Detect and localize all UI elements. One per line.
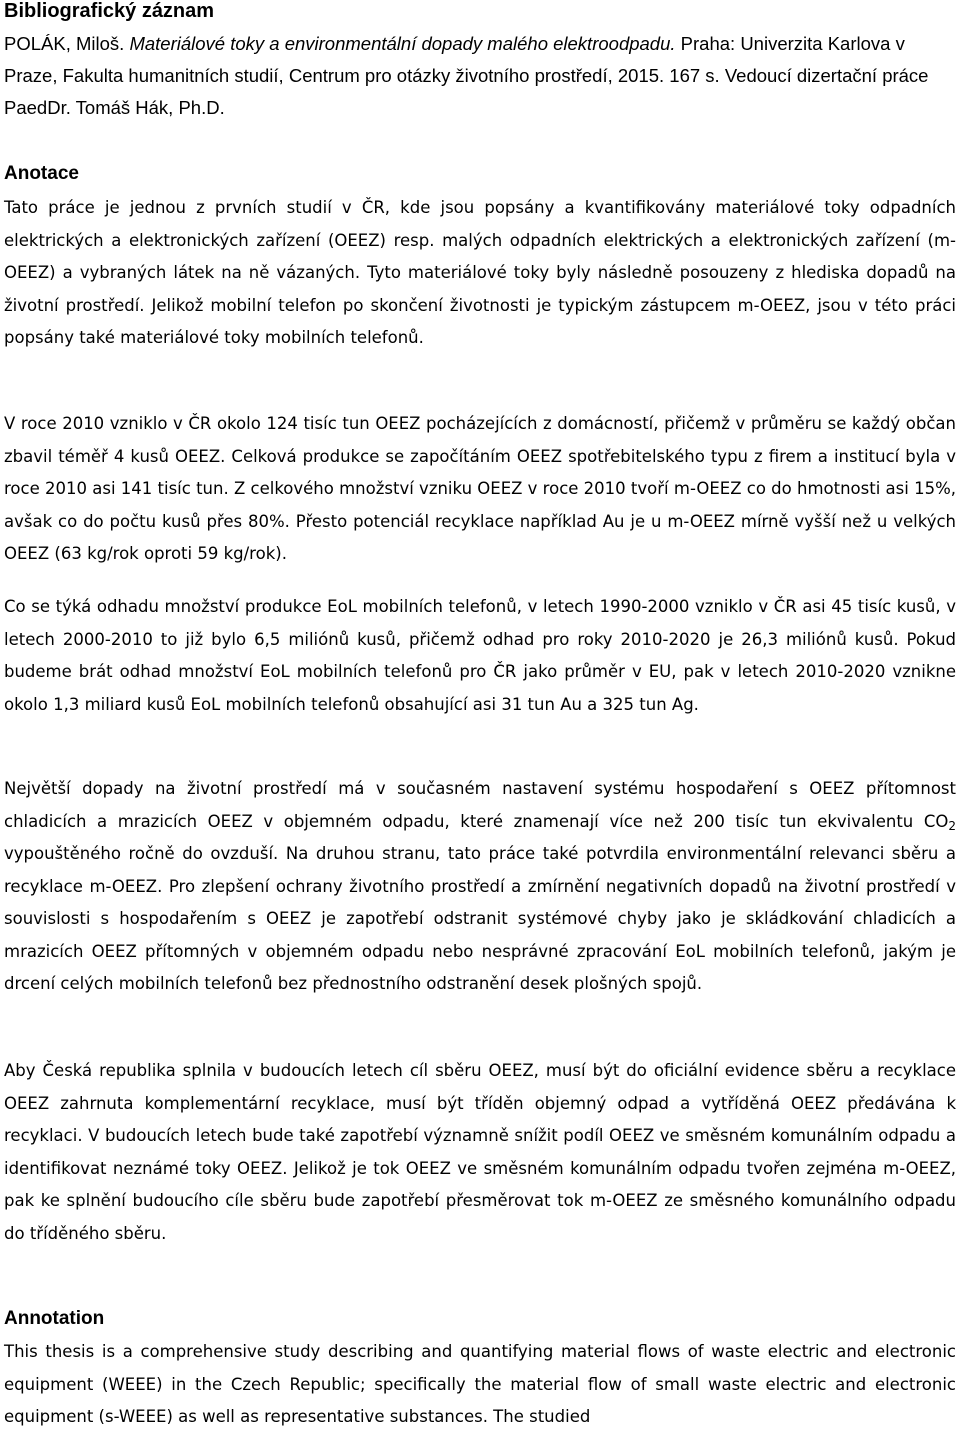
citation-details: Praha: Univerzita Karlova v Praze, Fakulta humanitních studií, Centrum pro otázky životního prostředí, 2015. 167 s. Vedoucí dizertační práce PaedDr. Tomáš Hák, Ph.D. xyxy=(4,33,929,118)
section-title-anotace: Anotace xyxy=(4,163,79,184)
anotace-paragraph-5: Aby Česká republika splnila v budoucích letech cíl sběru OEEZ, musí být do oficiální evidence sběru a recyklace OEEZ zahrnuta komplementární recyklace, musí být tříděn objemný odpad a vytříděná OEEZ předávána k recyklaci. V budoucích letech bude také zapotřebí významně snížit podíl OEEZ ve směsném komunálním odpadu a identifikovat neznámé toky OEEZ. Jelikož je tok OEEZ ve směsném komunálním odpadu tvořen zejména m-OEEZ, pak ke splnění budoucího cíle sběru bude zapotřebí přesměrovat tok m-OEEZ ze směsného komunálního odpadu do tříděného sběru. xyxy=(4,1061,956,1243)
anotace-paragraph-2: V roce 2010 vzniklo v ČR okolo 124 tisíc tun OEEZ pocházejících z domácností, přičemž v průměru se každý občan zbavil téměř 4 kusů OEEZ. Celková produkce se započítáním OEEZ spotřebitelského typu z firem a institucí byla v roce 2010 asi 141 tisíc tun. Z celkového množství vzniku OEEZ v roce 2010 tvoří m-OEEZ co do hmotnosti asi 15%, avšak co do počtu kusů přes 80%. Přesto potenciál recyklace například Au je u m-OEEZ mírně vyšší než u velkých OEEZ (63 kg/rok oproti 59 kg/rok). xyxy=(4,414,956,563)
citation-title: Materiálové toky a environmentální dopady malého elektroodpadu. xyxy=(129,33,676,54)
section-title-annotation: Annotation xyxy=(4,1308,105,1329)
anotace-paragraph-3: Co se týká odhadu množství produkce EoL mobilních telefonů, v letech 1990-2000 vzniklo v ČR asi 45 tisíc kusů, v letech 2000-2010 to již bylo 6,5 miliónů kusů, přičemž odhad pro roky 2010-2020 je 26,3 miliónů kusů. Pokud budeme brát odhad množství EoL mobilních telefonů pro ČR jako průměr v EU, pak v letech 2010-2020 vznikne okolo 1,3 miliard kusů EoL mobilních telefonů obsahující asi 31 tun Au a 325 tun Ag. xyxy=(4,597,956,714)
paragraph-4-text-end: vypouštěného ročně do ovzduší. Na druhou stranu, tato práce také potvrdila environmentální relevanci sběru a recyklace m-OEEZ. Pro zlepšení ochrany životního prostředí a zmírnění negativních dopadů na životní prostředí v souvislosti s hospodařením s OEEZ je zapotřebí odstranit systémové chyby jako je skládkování chladicích a mrazicích OEEZ přítomných v objemném odpadu nebo nesprávné zpracování EoL mobilních telefonů, jakým je drcení celých mobilních telefonů bez přednostního odstranění desek plošných spojů. xyxy=(4,844,956,993)
annotation-paragraph-1: This thesis is a comprehensive study describing and quantifying material flows of waste electric and electronic equipment (WEEE) in the Czech Republic; specifically the material flow of small waste electric and electronic equipment (s-WEEE) as well as representative substances. The studied xyxy=(4,1342,956,1426)
anotace-paragraph-1: Tato práce je jednou z prvních studií v ČR, kde jsou popsány a kvantifikovány materiálové toky odpadních elektrických a elektronických zařízení (OEEZ) resp. malých odpadních elektrických a elektronických zařízení (m-OEEZ) a vybraných látek na ně vázaných. Tyto materiálové toky byly následně posouzeny z hlediska dopadů na životní prostředí. Jelikož mobilní telefon po skončení životnosti je typickým zástupcem m-OEEZ, jsou v této práci popsány také materiálové toky mobilních telefonů. xyxy=(4,198,956,347)
bibliographic-citation xyxy=(4,28,956,124)
anotace-paragraph-4 xyxy=(4,773,956,1001)
citation-author: POLÁK, Miloš. xyxy=(4,33,130,54)
paragraph-4-text-start: Největší dopady na životní prostředí má v současném nastavení systému hospodaření s OEEZ přítomnost chladicích a mrazicích OEEZ v objemném odpadu, které znamenají více než 200 tisíc tun ekvivalentu CO xyxy=(4,779,956,831)
co2-subscript: 2 xyxy=(948,818,956,833)
page-title: Bibliografický záznam xyxy=(4,0,215,22)
